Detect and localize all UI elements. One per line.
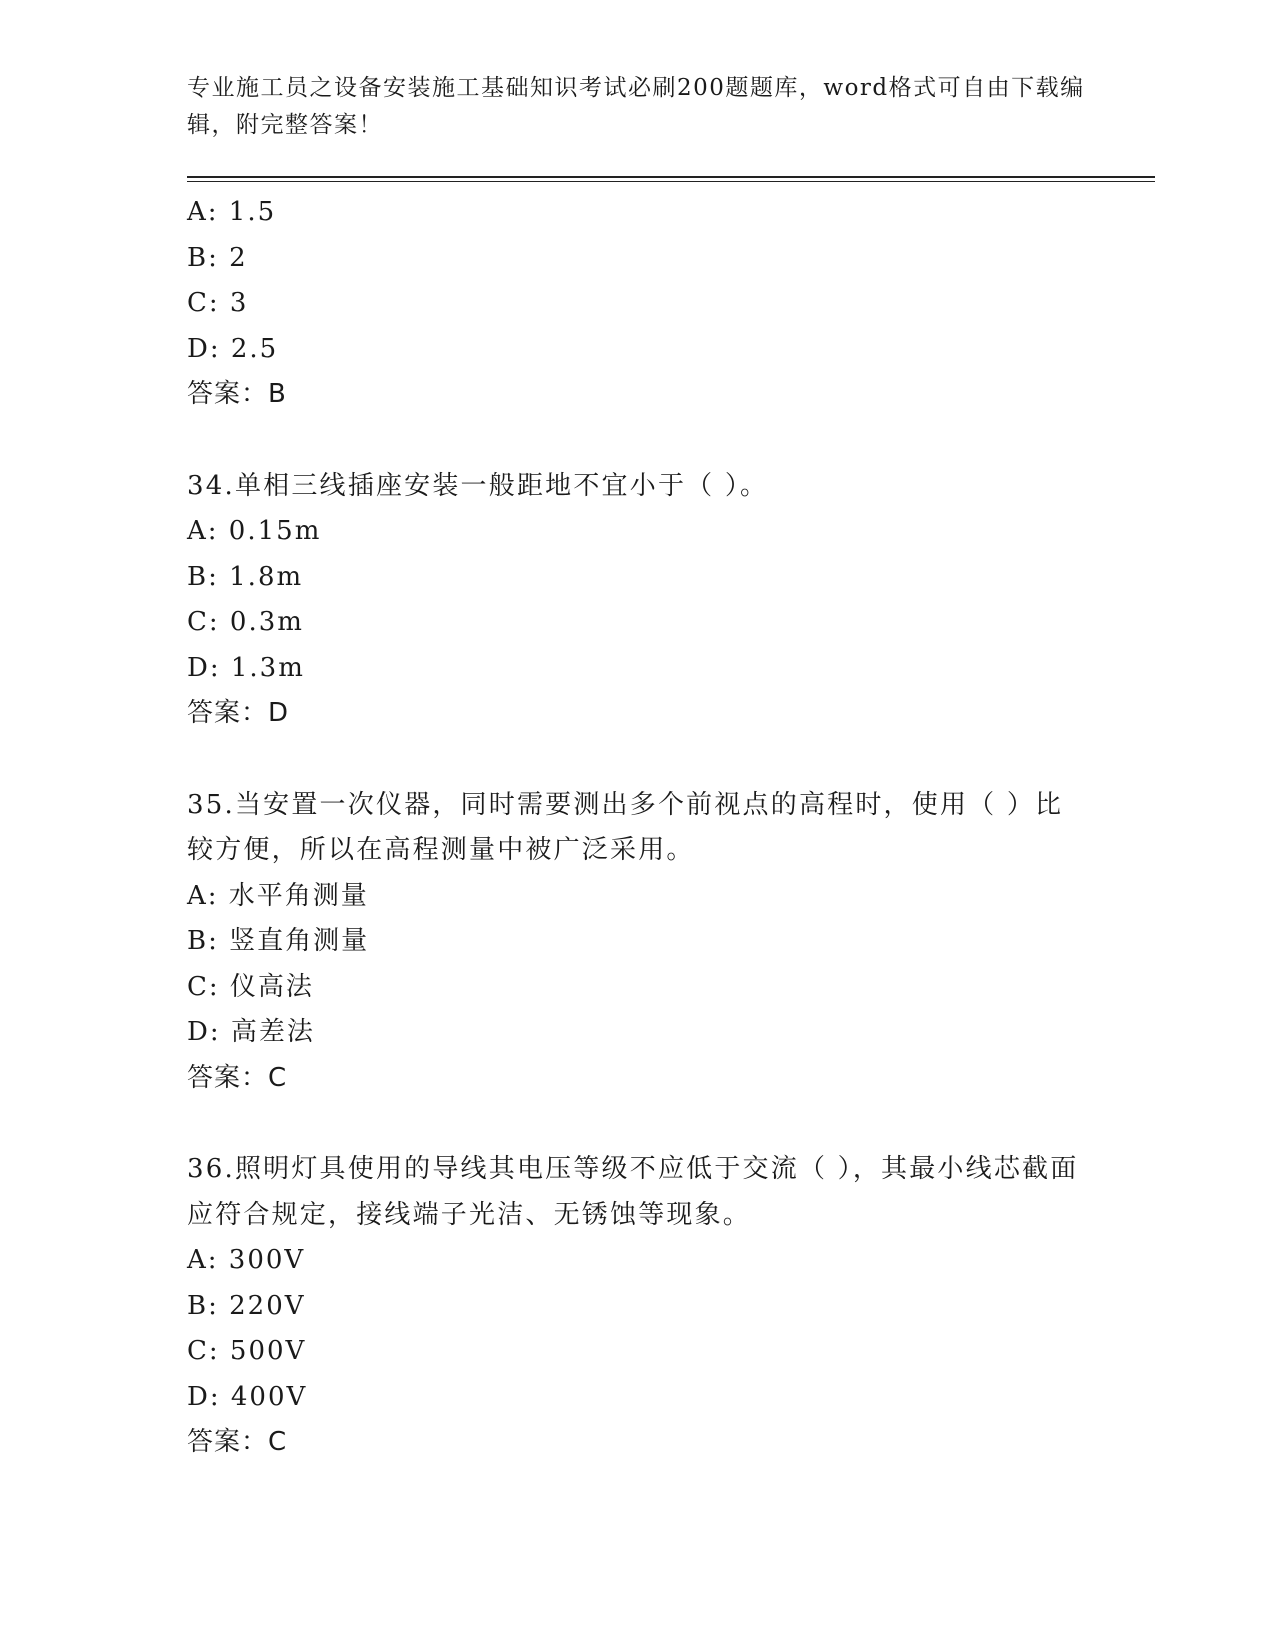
question-36 [187,1147,1087,1466]
option-d: D: 1.3m [187,652,305,683]
option-b: B: 竖直角测量 [187,926,370,956]
answer-line: 答案：B [187,379,287,409]
question-text: 36.照明灯具使用的导线其电压等级不应低于交流（ ），其最小线芯截面应符合规定，接线端子光洁、无锈蚀等现象。 [187,1154,1079,1230]
option-d: D: 高差法 [187,1017,315,1047]
option-c: C: 仪高法 [187,971,314,1002]
question-35 [187,783,1087,1102]
option-d: D: 400V [187,1381,308,1412]
option-a: A: 0.15m [187,516,322,546]
question-34 [187,464,1087,737]
option-a: A: 300V [187,1245,306,1275]
question-text: 34.单相三线插座安装一般距地不宜小于（ ）。 [187,470,769,501]
option-b: B: 220V [187,1290,306,1321]
answer-line: 答案：D [187,698,290,728]
question-list [187,190,1087,1466]
header-divider-thin [187,181,1155,182]
header-divider-thick [187,176,1155,178]
option-b: B: 1.8m [187,561,304,592]
option-a: A: 1.5 [187,197,277,227]
document-header [187,70,1087,144]
option-c: C: 500V [187,1336,307,1366]
option-a: A: 水平角测量 [187,880,369,911]
option-b: B: 2 [187,242,248,273]
answer-line: 答案：C [187,1062,288,1093]
option-c: C: 3 [187,288,249,318]
option-c: C: 0.3m [187,607,304,637]
question-33-tail [187,190,1087,418]
option-d: D: 2.5 [187,333,279,364]
header-title: 专业施工员之设备安装施工基础知识考试必刷200题题库，word格式可自由下载编辑，附完整答案！ [187,75,1085,138]
question-text: 35.当安置一次仪器，同时需要测出多个前视点的高程时，使用（ ）比较方便，所以在高程测量中被广泛采用。 [187,789,1064,865]
answer-line: 答案：C [187,1427,288,1457]
